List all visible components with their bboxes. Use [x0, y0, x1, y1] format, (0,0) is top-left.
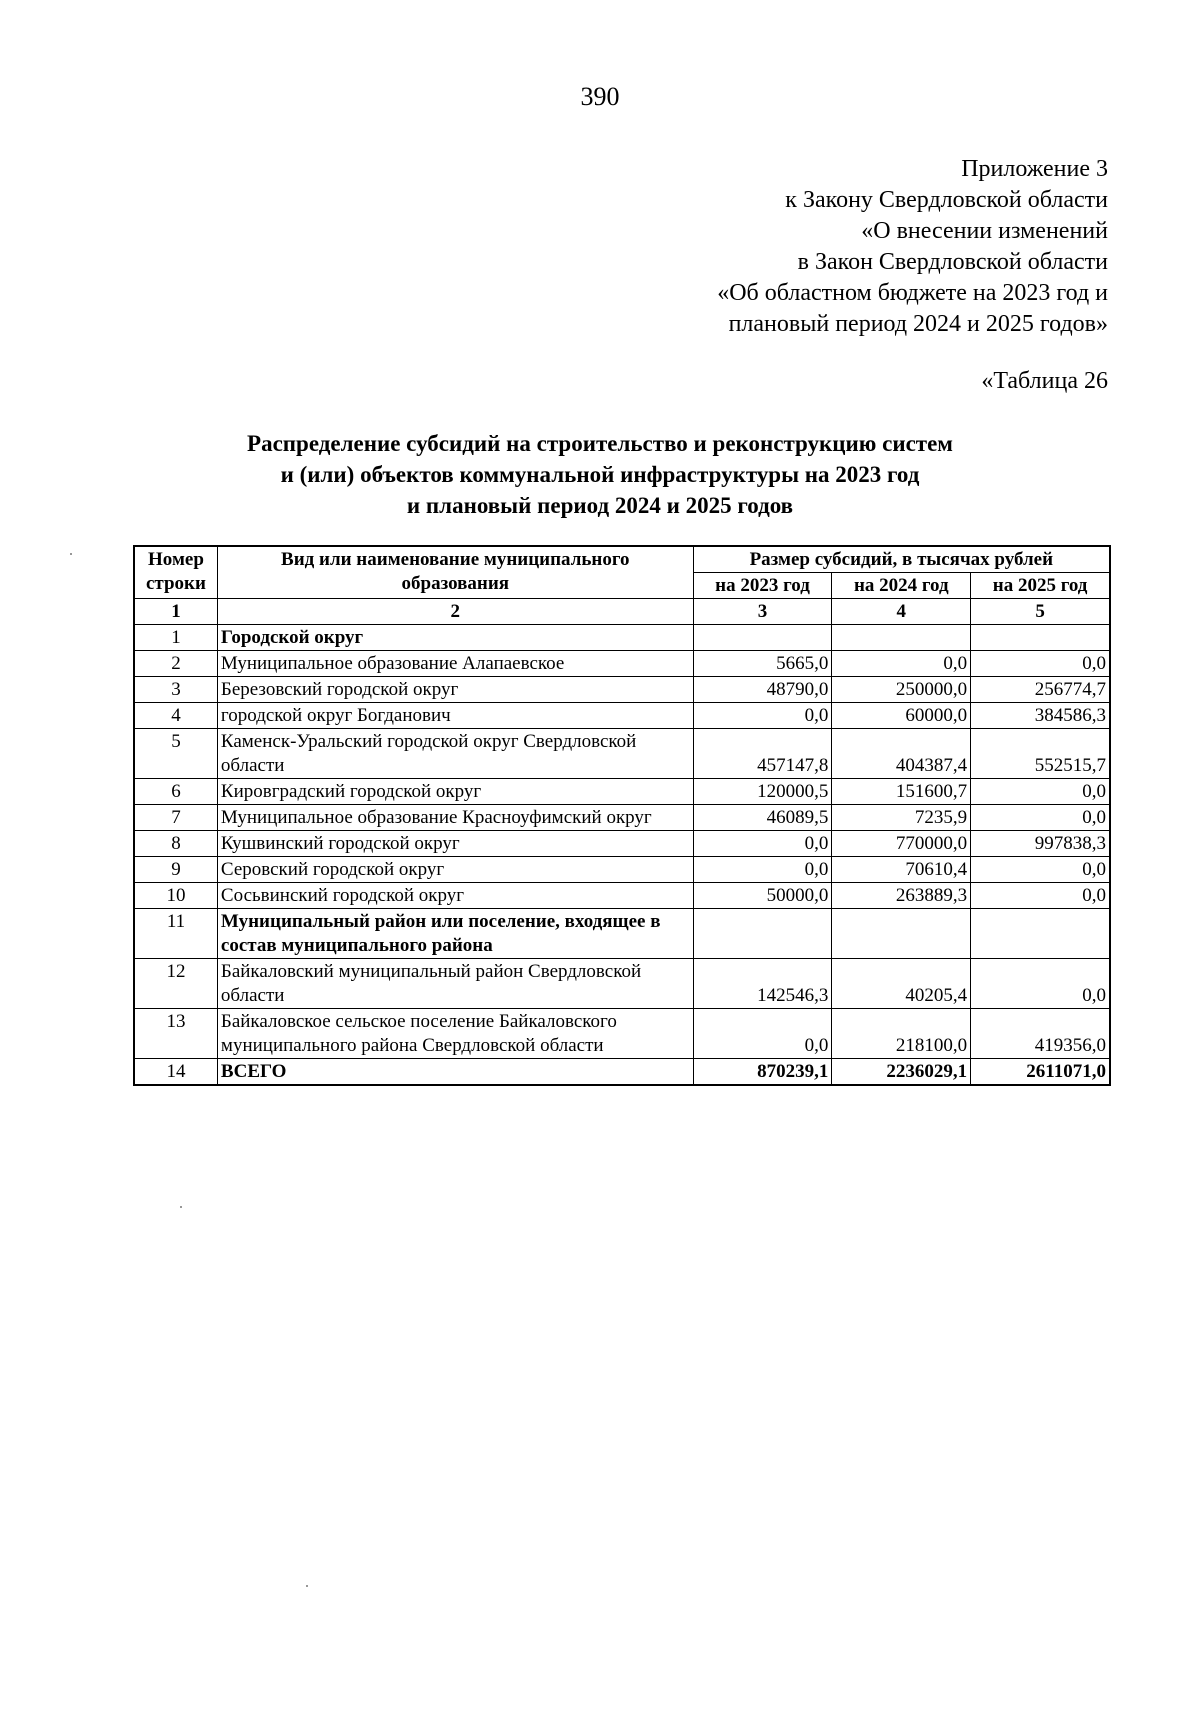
row-number: 3 [134, 677, 217, 703]
appendix-line: «О внесении изменений [861, 218, 1108, 244]
header-row-number-line1: Номер [148, 549, 204, 570]
value-2023: 48790,0 [693, 677, 832, 703]
value-2024: 404387,4 [832, 729, 971, 779]
total-2023: 870239,1 [693, 1059, 832, 1086]
total-row [134, 1059, 1110, 1086]
value-2024: 263889,3 [832, 883, 971, 909]
value-2025: 997838,3 [971, 831, 1110, 857]
table-row [134, 959, 1110, 1009]
table-reference: «Таблица 26 [981, 368, 1108, 394]
value-2025: 0,0 [971, 883, 1110, 909]
value-2025: 0,0 [971, 805, 1110, 831]
appendix-line: к Закону Свердловской области [785, 187, 1108, 213]
header-row-number [134, 546, 217, 599]
value-2023: 0,0 [693, 1009, 832, 1059]
appendix-reference [717, 154, 1108, 340]
header-year-2023: на 2023 год [693, 573, 832, 599]
value-2023: 46089,5 [693, 805, 832, 831]
table-row [134, 651, 1110, 677]
municipality-name: Каменск-Уральский городской округ Свердловской области [217, 729, 693, 779]
municipality-name: Березовский городской округ [217, 677, 693, 703]
table-row [134, 831, 1110, 857]
row-number: 7 [134, 805, 217, 831]
appendix-line: «Об областном бюджете на 2023 год и [717, 280, 1108, 306]
table-row [134, 625, 1110, 651]
value-2024: 70610,4 [832, 857, 971, 883]
column-index: 3 [693, 599, 832, 625]
section-heading: Муниципальный район или поселение, входящее в состав муниципального района [217, 909, 693, 959]
value-2024: 770000,0 [832, 831, 971, 857]
table-row [134, 909, 1110, 959]
value-2023: 142546,3 [693, 959, 832, 1009]
scan-speck [306, 1585, 308, 1587]
subsidies-table [133, 545, 1111, 1086]
table-row [134, 703, 1110, 729]
total-2024: 2236029,1 [832, 1059, 971, 1086]
column-index: 1 [134, 599, 217, 625]
value-2025: 0,0 [971, 779, 1110, 805]
table-row [134, 857, 1110, 883]
municipality-name: Муниципальное образование Красноуфимский округ [217, 805, 693, 831]
table-row [134, 1009, 1110, 1059]
value-2023: 0,0 [693, 703, 832, 729]
municipality-name: Кировградский городской округ [217, 779, 693, 805]
appendix-line: в Закон Свердловской области [797, 249, 1108, 275]
value-2024: 60000,0 [832, 703, 971, 729]
value-2025: 384586,3 [971, 703, 1110, 729]
value-2024: 218100,0 [832, 1009, 971, 1059]
table-row [134, 729, 1110, 779]
value-2023 [693, 909, 832, 959]
title-line: и плановый период 2024 и 2025 годов [406, 493, 794, 518]
appendix-line: плановый период 2024 и 2025 годов» [728, 311, 1108, 337]
row-number: 11 [134, 909, 217, 959]
value-2025: 552515,7 [971, 729, 1110, 779]
row-number: 9 [134, 857, 217, 883]
title-line: и (или) объектов коммунальной инфраструктуры на 2023 год [280, 462, 920, 487]
value-2025 [971, 625, 1110, 651]
scan-speck [70, 553, 72, 555]
row-number: 10 [134, 883, 217, 909]
value-2024: 7235,9 [832, 805, 971, 831]
value-2025: 0,0 [971, 651, 1110, 677]
municipality-name: Байкаловское сельское поселение Байкаловского муниципального района Свердловской области [217, 1009, 693, 1059]
value-2024: 40205,4 [832, 959, 971, 1009]
value-2023: 0,0 [693, 857, 832, 883]
municipality-name: Сосьвинский городской округ [217, 883, 693, 909]
row-number: 2 [134, 651, 217, 677]
value-2023: 50000,0 [693, 883, 832, 909]
value-2025: 0,0 [971, 857, 1110, 883]
document-title [0, 428, 1200, 521]
row-number: 1 [134, 625, 217, 651]
row-number: 13 [134, 1009, 217, 1059]
value-2024: 151600,7 [832, 779, 971, 805]
value-2025: 256774,7 [971, 677, 1110, 703]
header-municipality-line2: образования [401, 573, 510, 594]
row-number: 5 [134, 729, 217, 779]
value-2023: 120000,5 [693, 779, 832, 805]
section-heading: Городской округ [217, 625, 693, 651]
column-index: 5 [971, 599, 1110, 625]
page-number: 390 [580, 82, 620, 111]
column-index: 4 [832, 599, 971, 625]
table-row [134, 779, 1110, 805]
scan-speck [180, 1206, 182, 1208]
header-amount-group: Размер субсидий, в тысячах рублей [693, 546, 1110, 573]
value-2025: 419356,0 [971, 1009, 1110, 1059]
value-2024 [832, 625, 971, 651]
title-line: Распределение субсидий на строительство и реконструкцию систем [247, 431, 953, 456]
appendix-line: Приложение 3 [961, 156, 1108, 182]
value-2025 [971, 909, 1110, 959]
municipality-name: Муниципальное образование Алапаевское [217, 651, 693, 677]
header-year-2025: на 2025 год [971, 573, 1110, 599]
municipality-name: Кушвинский городской округ [217, 831, 693, 857]
header-year-2024: на 2024 год [832, 573, 971, 599]
value-2024 [832, 909, 971, 959]
value-2023 [693, 625, 832, 651]
table-row [134, 677, 1110, 703]
value-2023: 5665,0 [693, 651, 832, 677]
row-number: 8 [134, 831, 217, 857]
row-number: 4 [134, 703, 217, 729]
total-label: ВСЕГО [217, 1059, 693, 1086]
table-row [134, 883, 1110, 909]
row-number: 14 [134, 1059, 217, 1086]
value-2024: 250000,0 [832, 677, 971, 703]
value-2023: 0,0 [693, 831, 832, 857]
header-municipality-line1: Вид или наименование муниципального [281, 549, 630, 570]
value-2025: 0,0 [971, 959, 1110, 1009]
municipality-name: Байкаловский муниципальный район Свердловской области [217, 959, 693, 1009]
value-2024: 0,0 [832, 651, 971, 677]
table-row [134, 805, 1110, 831]
column-index: 2 [217, 599, 693, 625]
municipality-name: городской округ Богданович [217, 703, 693, 729]
municipality-name: Серовский городской округ [217, 857, 693, 883]
value-2023: 457147,8 [693, 729, 832, 779]
header-municipality [217, 546, 693, 599]
row-number: 12 [134, 959, 217, 1009]
total-2025: 2611071,0 [971, 1059, 1110, 1086]
header-row-number-line2: строки [145, 573, 206, 594]
row-number: 6 [134, 779, 217, 805]
